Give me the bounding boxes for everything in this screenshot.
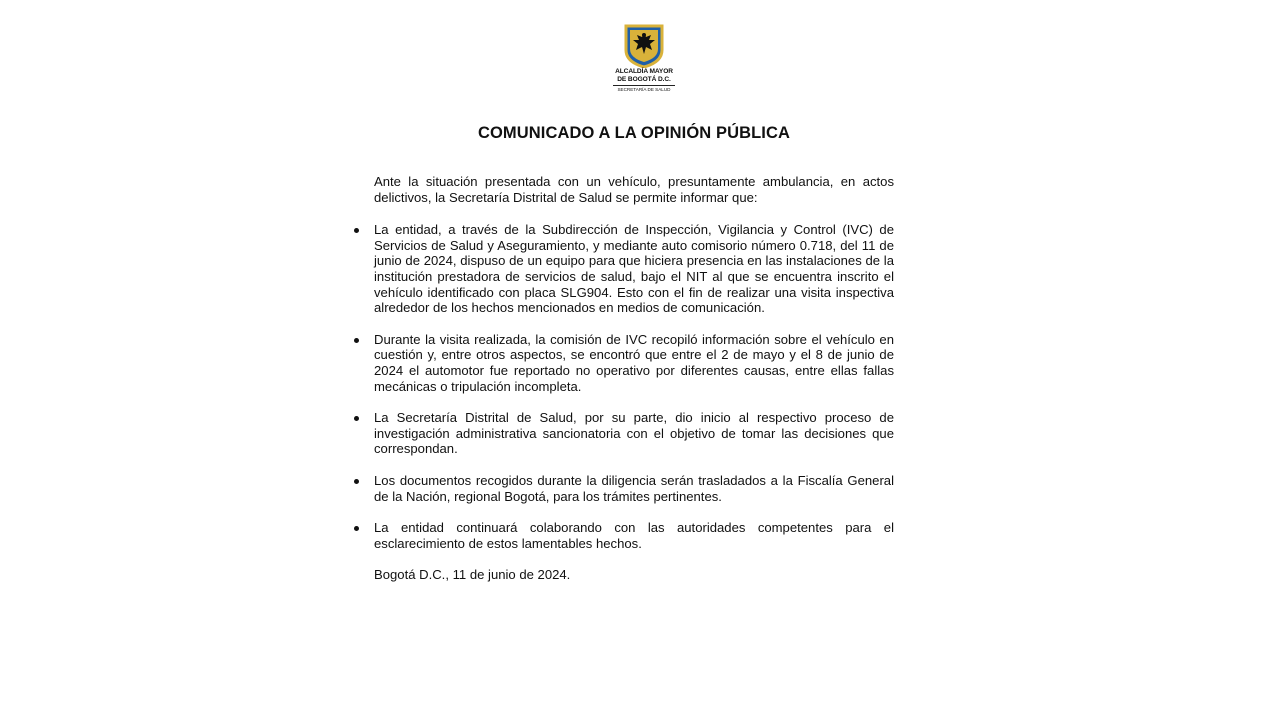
alcaldia-logo bbox=[606, 24, 682, 102]
bullet-icon bbox=[354, 526, 359, 531]
logo-text-bogota: DE BOGOTÁ D.C. bbox=[617, 76, 671, 83]
document-body bbox=[374, 174, 894, 583]
document-title: COMUNICADO A LA OPINIÓN PÚBLICA bbox=[477, 124, 790, 142]
logo-text-secretaria: SECRETARÍA DE SALUD bbox=[617, 87, 671, 92]
logo-divider bbox=[613, 85, 675, 86]
list-item-text: La entidad continuará colaborando con las autoridades competentes para el esclarecimiento de estos lamentables hechos. bbox=[374, 520, 894, 551]
list-item bbox=[374, 222, 894, 316]
list-item bbox=[374, 410, 894, 457]
bogota-coat-of-arms-icon bbox=[624, 24, 664, 68]
logo-text-alcaldia: ALCALDÍA MAYOR bbox=[615, 68, 673, 75]
list-item bbox=[374, 332, 894, 394]
date-line: Bogotá D.C., 11 de junio de 2024. bbox=[374, 567, 571, 583]
bullet-icon bbox=[354, 338, 359, 343]
bullet-icon bbox=[354, 416, 359, 421]
bullet-icon bbox=[354, 228, 359, 233]
list-item bbox=[374, 520, 894, 551]
bullet-icon bbox=[354, 479, 359, 484]
list-item-text: Los documentos recogidos durante la diligencia serán trasladados a la Fiscalía General de la Nación, regional Bogotá, para los trámites pertinentes. bbox=[374, 472, 894, 504]
list-item bbox=[374, 473, 894, 504]
intro-paragraph: Ante la situación presentada con un vehículo, presuntamente ambulancia, en actos delictivos, la Secretaría Distrital de Salud se permite informar que: bbox=[374, 174, 894, 205]
list-item-text: Durante la visita realizada, la comisión de IVC recopiló información sobre el vehículo en cuestión y, entre otros aspectos, se encontró que entre el 2 de mayo y el 8 de junio de 2024 el automotor fue reportado no operativo por diferentes causas, entre ellas fallas mecánicas o tripulación incompleta. bbox=[374, 331, 894, 394]
bullet-list bbox=[374, 222, 894, 551]
list-item-text: La Secretaría Distrital de Salud, por su parte, dio inicio al respectivo proceso de investigación administrativa sancionatoria con el objetivo de tomar las decisiones que correspondan. bbox=[374, 410, 894, 457]
list-item-text: La entidad, a través de la Subdirección de Inspección, Vigilancia y Control (IVC) de Servicios de Salud y Aseguramiento, y mediante auto comisorio número 0.718, del 11 de junio de 2024, dispuso de un equipo para que hiciera presencia en las instalaciones de la institución prestadora de servicios de salud, bajo el NIT al que se encuentra inscrito el vehículo identificado con placa SLG904. Esto con el fin de realizar una visita inspectiva alrededor de los hechos mencionados en medios de comunicación. bbox=[374, 222, 894, 316]
